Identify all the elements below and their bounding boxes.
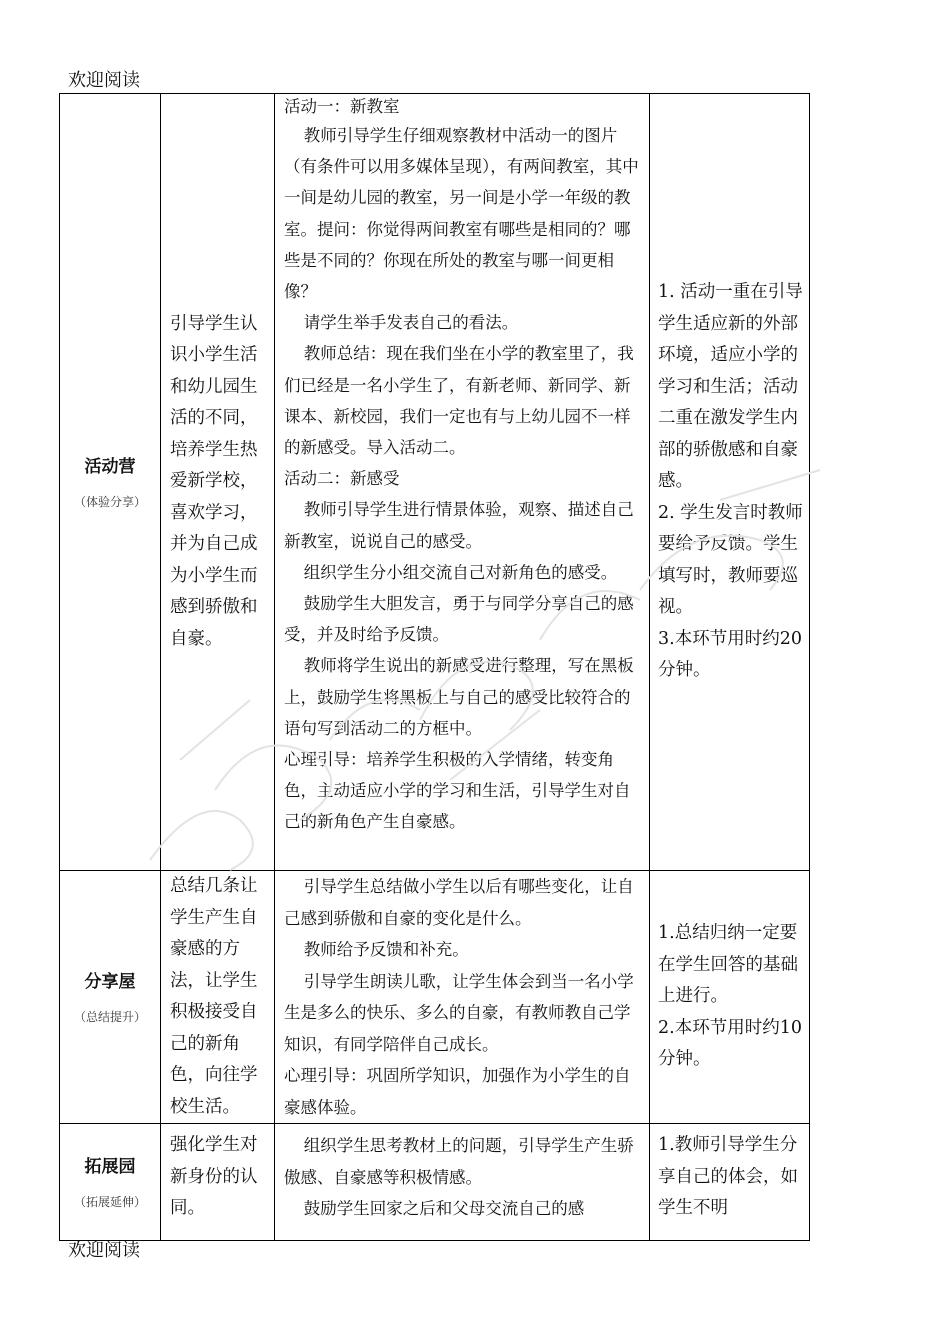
process-cell	[275, 94, 650, 871]
goal-cell	[161, 871, 275, 1124]
goal-text: 总结几条让学生产生自豪感的方法，让学生积极接受自己的新角色，向往学校生活。	[170, 876, 258, 1117]
process-cell	[275, 871, 650, 1124]
note-item: 1.教师引导学生分享自己的体会，如学生不明	[658, 1135, 798, 1218]
table-row	[60, 871, 810, 1124]
process-text	[275, 1130, 649, 1225]
process-paragraph: 教师给予反馈和补充。	[303, 940, 469, 959]
page-footer: 欢迎阅读	[68, 1240, 140, 1261]
note-item: 2. 学生发言时教师要给予反馈。学生填写时，教师要巡视。	[658, 502, 803, 618]
section-subtitle: （体验分享）	[73, 494, 146, 509]
process-paragraph: 活动二：新感受	[284, 469, 400, 489]
page-header: 欢迎阅读	[68, 70, 140, 91]
goal-cell	[161, 1124, 275, 1241]
notes-cell	[650, 94, 810, 871]
process-paragraph: 组织学生思考教材上的问题，引导学生产生骄傲感、自豪感等积极情感。	[284, 1136, 634, 1187]
process-paragraph: 教师引导学生进行情景体验，观察、描述自己新教室，说说自己的感受。	[284, 500, 634, 551]
table-row	[60, 94, 810, 871]
notes-text	[650, 277, 809, 687]
note-item: 3.本环节用时约20分钟。	[658, 628, 802, 681]
process-paragraph: 引导学生朗读儿歌，让学生体会到当一名小学生是多么的快乐、多么的自豪，有教师教自己学知识，有同学陪伴自己成长。	[284, 971, 634, 1054]
notes-cell	[650, 871, 810, 1124]
section-cell	[60, 1124, 161, 1241]
process-paragraph: 心理引导：巩固所学知识，加强作为小学生的自豪感体验。	[284, 1066, 631, 1117]
section-title: 活动营	[84, 456, 136, 477]
notes-text	[650, 918, 809, 1076]
note-item: 2.本环节用时约10分钟。	[658, 1017, 802, 1070]
section-cell	[60, 94, 161, 871]
process-paragraph: 心理引导：培养学生积极的入学情绪，转变角色，主动适应小学的学习和生活，引导学生对自己的新角色产生自豪感。	[284, 750, 631, 832]
process-paragraph: 鼓励学生回家之后和父母交流自己的感	[303, 1199, 585, 1218]
section-title: 分享屋	[84, 971, 136, 992]
process-text	[275, 871, 649, 1123]
process-paragraph: 引导学生总结做小学生以后有哪些变化，让自己感到骄傲和自豪的变化是什么。	[284, 877, 634, 928]
goal-text: 引导学生认识小学生活和幼儿园生活的不同，培养学生热爱新学校，喜欢学习，并为自己成为小学生而感到骄傲和自豪。	[170, 313, 258, 649]
process-paragraph: 鼓励学生大胆发言，勇于与同学分享自己的感受，并及时给予反馈。	[284, 594, 634, 645]
section-subtitle: （总结提升）	[73, 1009, 146, 1024]
process-paragraph: 教师总结：现在我们坐在小学的教室里了，我们已经是一名小学生了，有新老师、新同学、新课本、新校园，我们一定也有与上幼儿园不一样的新感受。导入活动二。	[284, 344, 634, 458]
note-item: 1.总结归纳一定要在学生回答的基础上进行。	[658, 923, 798, 1007]
note-item: 1. 活动一重在引导学生适应新的外部环境，适应小学的学习和生活；活动二重在激发学生内部的骄傲感和自豪感。	[658, 282, 803, 492]
process-cell	[275, 1124, 650, 1241]
process-paragraph: 组织学生分小组交流自己对新角色的感受。	[303, 562, 618, 582]
goal-text: 强化学生对新身份的认同。	[170, 1135, 258, 1218]
process-paragraph: 教师引导学生仔细观察教材中活动一的图片（有条件可以用多媒体呈现），有两间教室，其中一间是幼儿园的教室，另一间是小学一年级的教室。提问：你觉得两间教室有哪些是相同的？哪些是不同的？你现在所处的教室与哪一间更相像？	[284, 126, 639, 302]
section-cell	[60, 871, 161, 1124]
notes-text	[650, 1130, 809, 1225]
process-text	[275, 94, 649, 838]
lesson-plan-table	[59, 93, 810, 1241]
process-paragraph: 请学生举手发表自己的看法。	[303, 313, 519, 333]
notes-cell	[650, 1124, 810, 1241]
section-title: 拓展园	[84, 1156, 136, 1177]
goal-cell	[161, 94, 275, 871]
section-subtitle: （拓展延伸）	[73, 1194, 146, 1209]
process-paragraph: 活动一：新教室	[284, 97, 400, 116]
process-paragraph: 教师将学生说出的新感受进行整理，写在黑板上，鼓励学生将黑板上与自己的感受比较符合的语句写到活动二的方框中。	[284, 656, 634, 738]
table-row	[60, 1124, 810, 1241]
